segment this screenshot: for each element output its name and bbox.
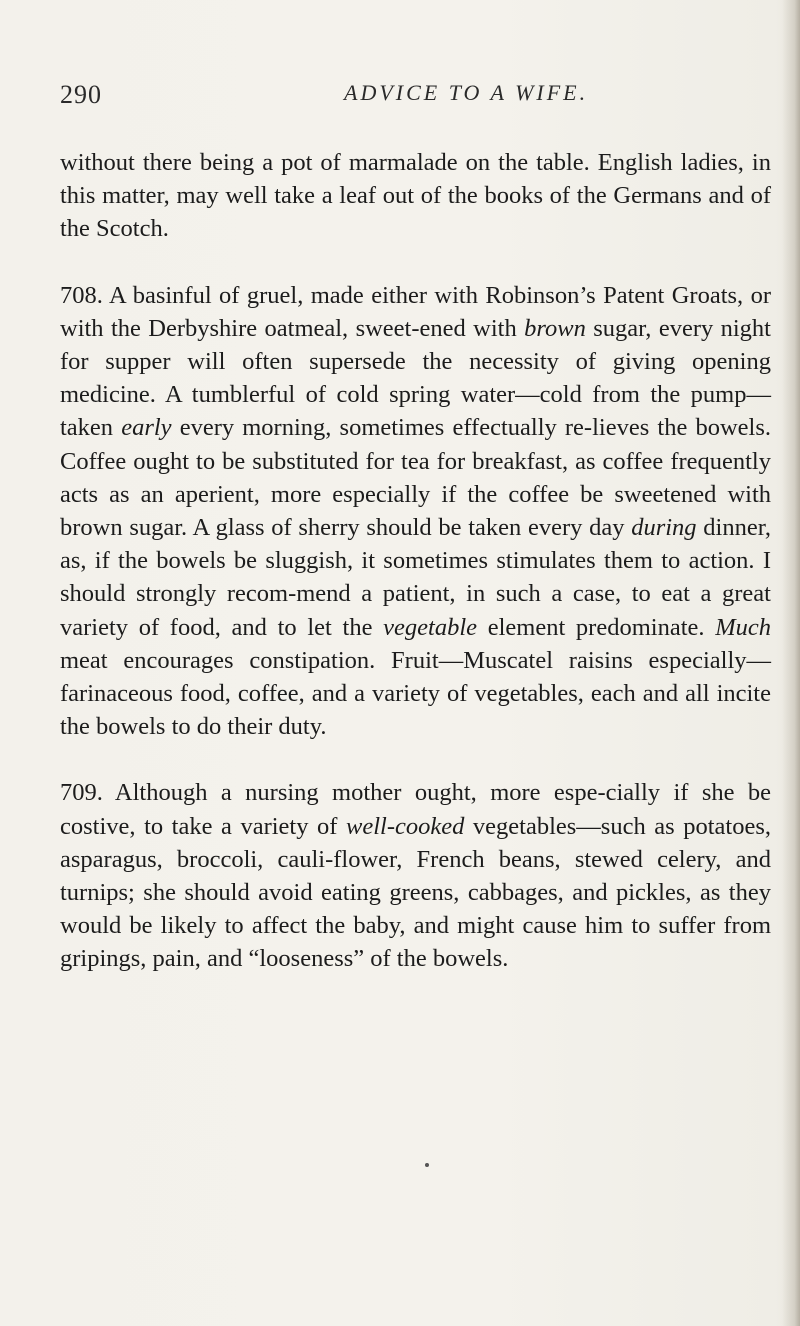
body-text xyxy=(60,146,771,976)
paragraph-709 xyxy=(60,776,771,975)
emphasis-text: early xyxy=(121,414,172,442)
emphasis-text: well-cooked xyxy=(345,812,465,840)
emphasis-text: vegetable xyxy=(383,613,478,641)
paragraph-text: sugar, every night for supper will often supersede the necessity of giving opening medicine. A tumblerful of cold spring water—cold from the pump—taken xyxy=(60,314,771,442)
ink-speck xyxy=(425,1163,429,1167)
paragraph-number: 709. xyxy=(60,779,103,807)
emphasis-text: brown xyxy=(524,314,586,342)
page-number: 290 xyxy=(60,80,102,109)
emphasis-text: Much xyxy=(715,613,771,641)
running-head: ADVICE TO A WIFE. xyxy=(344,80,589,105)
paragraph-text: dinner, as, if the bowels be sluggish, it sometimes stimulates them to action. I should strongly recom-mend a patient, in such a case, to eat a great variety of food, and to let the xyxy=(60,514,772,641)
paragraph-text: A basinful of gruel, made either with Robinson’s Patent Groats, or with the Derbyshire oatmeal, sweet-ened with xyxy=(60,281,771,342)
page-edge-shadow xyxy=(782,0,800,1326)
paragraph-text: element predominate. xyxy=(477,613,716,641)
page-header xyxy=(60,80,770,114)
paragraph-text: Although a nursing mother ought, more espe-cially if she be costive, to take a variety of xyxy=(60,779,771,840)
paragraph-number: 708. xyxy=(60,281,103,309)
paragraph-text: every morning, sometimes effectually re-lieves the bowels. Coffee ought to be substituted for tea for breakfast, as coffee frequently acts as an aperient, more especially if the coffee be sweetened with brown sugar. A glass of sherry should be taken every day xyxy=(60,414,771,542)
paragraph-708 xyxy=(60,279,771,744)
paragraph-text: without there being a pot of marmalade on the table. English ladies, in this matter, may well take a leaf out of the books of the Germans and of the Scotch. xyxy=(60,149,771,243)
paragraph-continued xyxy=(60,146,771,246)
paragraph-text: meat encourages constipation. Fruit—Muscatel raisins especially—farinaceous food, coffee, and a variety of vegetables, each and all incite the bowels to do their duty. xyxy=(60,646,771,741)
emphasis-text: during xyxy=(631,514,697,542)
paragraph-text: vegetables—such as potatoes, asparagus, broccoli, cauli-flower, French beans, stewed celery, and turnips; she should avoid eating greens, cabbages, and pickles, as they would be likely to affect the baby, and might cause him to suffer from gripings, pain, and “looseness” of the bowels. xyxy=(60,812,771,973)
